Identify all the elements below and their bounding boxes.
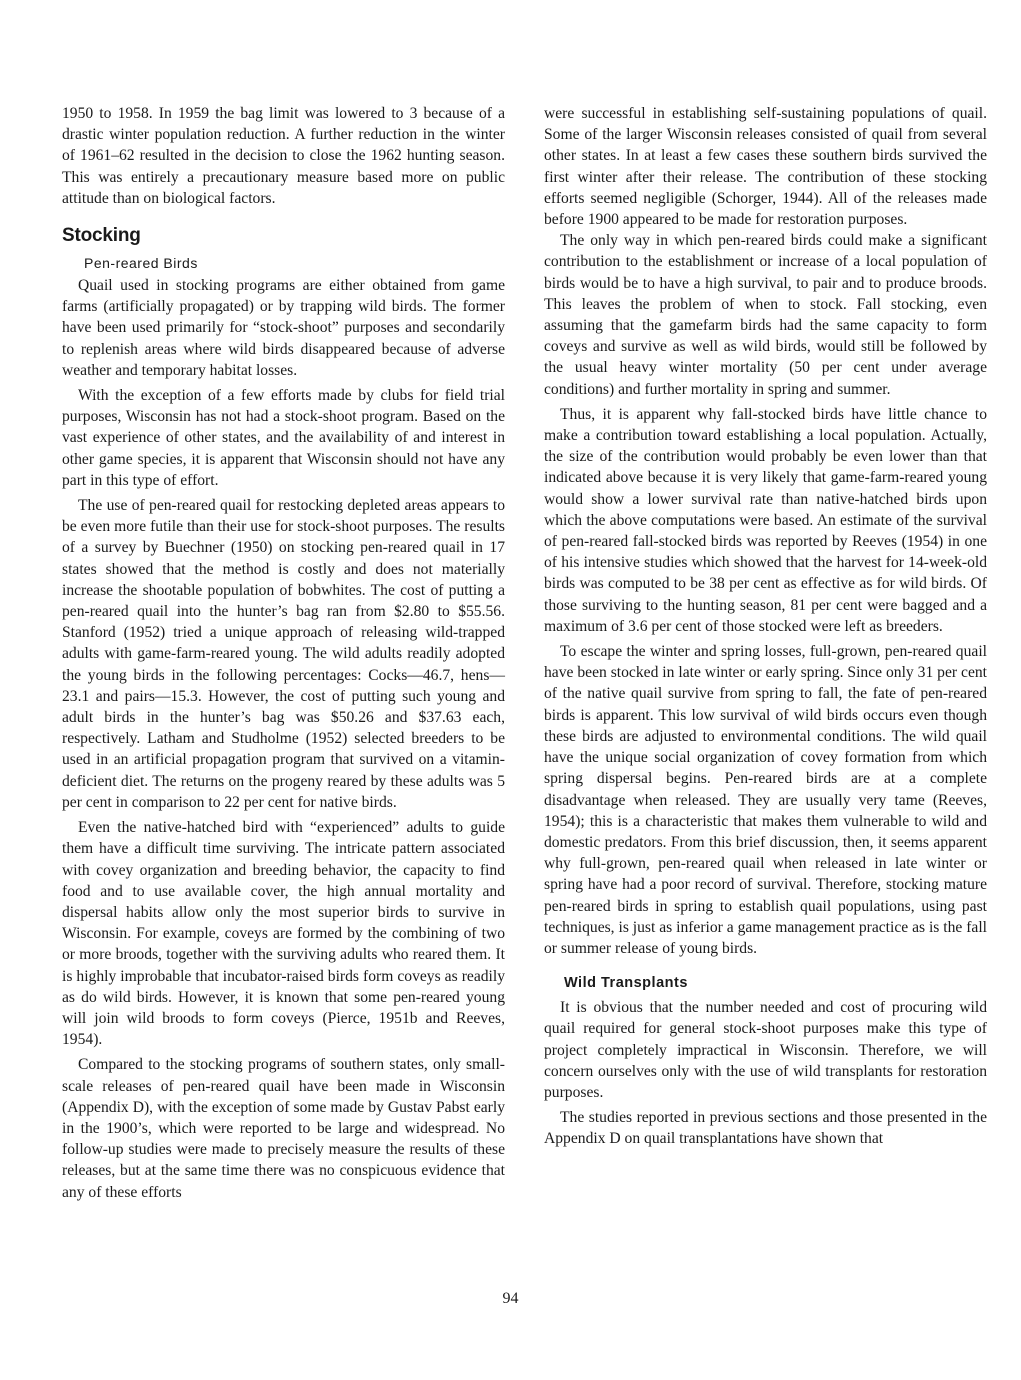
paragraph: With the exception of a few efforts made by clubs for field trial purposes, Wisconsin has not had a stock-shoot program. Based on the vast experience of other states, and the availability of and interest in other game species, it is apparent that Wisconsin should not have any part in this type of effort. bbox=[62, 387, 505, 489]
paragraph: Quail used in stocking programs are either obtained from game farms (artificially propagated) or by trapping wild birds. The former have been used primarily for “stock-shoot” purposes and secondarily to replenish areas where wild birds disappeared because of adverse weather and temporary habitat losses. bbox=[62, 277, 505, 379]
paragraph: Thus, it is apparent why fall-stocked birds have little chance to make a contribution toward establishing a local population. Actually, the size of the contribution would probably be even lower than that indicated above because it is very likely that game-farm-reared young would show a lower survival rate than native-hatched birds upon which the above computations were based. An estimate of the survival of pen-reared fall-stocked birds was reported by Reeves (1954) in one of his intensive studies which showed that the harvest for 14-week-old birds was computed to be 38 per cent as effective as for wild birds. Of those surviving to the hunting season, 81 per cent were bagged and a maximum of 3.6 per cent of those stocked were left as breeders. bbox=[544, 405, 987, 635]
paragraph: The studies reported in previous sections and those presented in the Appendix D on quail transplantations have shown that bbox=[544, 1109, 987, 1148]
subheading-pen-reared-birds: Pen-reared Birds bbox=[84, 255, 198, 272]
right-column bbox=[544, 103, 987, 1150]
page-number: 94 bbox=[502, 1290, 519, 1307]
left-column bbox=[62, 103, 505, 1203]
paragraph: It is obvious that the number needed and cost of procuring wild quail required for general stock-shoot purposes make this type of project completely impractical in Wisconsin. Therefore, we will concern ourselves only with the use of wild transplants for restoration purposes. bbox=[544, 999, 987, 1101]
paragraph: To escape the winter and spring losses, full-grown, pen-reared quail have been stocked in late winter or early spring. Since only 31 per cent of the native quail survive from spring to fall, the fate of pen-reared birds is apparent. This low survival of wild birds occurs even though these birds are adjusted to environmental conditions. The wild quail have the unique social organization of covey formation from which spring dispersal begins. Pen-reared birds are at a complete disadvantage when released. They are usually very tame (Reeves, 1954); this is a characteristic that makes them vulnerable to wild and domestic predators. From this brief discussion, then, it seems apparent why full-grown, pen-reared quail when released in late winter or spring have had a poor record of survival. Therefore, stocking mature pen-reared birds in spring to establish quail populations, using past techniques, is just as inferior a game management practice as is the fall or summer release of young birds. bbox=[544, 643, 987, 957]
paragraph: Compared to the stocking programs of southern states, only small-scale releases of pen-reared quail have been made in Wisconsin (Appendix D), with the exception of some made by Gustav Pabst early in the 1900’s, which were reported to be large and widespread. No follow-up studies were made to precisely measure the results of these releases, but at the same time there was no conspicuous evidence that any of these efforts bbox=[62, 1056, 505, 1201]
section-heading-stocking: Stocking bbox=[62, 225, 141, 247]
intro-paragraph: 1950 to 1958. In 1959 the bag limit was lowered to 3 because of a drastic winter population reduction. A further reduction in the winter of 1961–62 resulted in the decision to close the 1962 hunting season. This was entirely a precautionary measure based more on public attitude than on biological factors. bbox=[62, 105, 505, 207]
paragraph: The only way in which pen-reared birds could make a significant contribution to the establishment or increase of a local population of birds would be to have a high survival, to pair and to produce broods. This leaves the problem of when to stock. Fall stocking, even assuming that the gamefarm birds had the same capacity to form coveys and survive as well as wild birds, would still be followed by the usual heavy winter mortality (50 per cent under average conditions) and further mortality in spring and summer. bbox=[544, 232, 987, 398]
paragraph: were successful in establishing self-sustaining populations of quail. Some of the larger Wisconsin releases consisted of quail from several other states. In at least a few cases these southern birds survived the first winter after their release. The contribution of these stocking efforts seemed negligible (Schorger, 1944). All of the releases made before 1900 appeared to be made for restoration purposes. bbox=[544, 105, 987, 229]
paragraph: Even the native-hatched bird with “experienced” adults to guide them have a difficult time surviving. The intricate pattern associated with covey organization and breeding behavior, the capacity to find food and to use available cover, the high annual mortality and dispersal habits allow only the most superior birds to survive in Wisconsin. For example, coveys are formed by the combining of two or more broods, together with the surviving adults who reared them. It is highly improbable that incubator-raised birds form coveys as readily as do wild birds. However, it is known that some pen-reared young will join wild broods to form coveys (Pierce, 1951b and Reeves, 1954). bbox=[62, 819, 505, 1049]
paragraph: The use of pen-reared quail for restocking depleted areas appears to be even more futile than their use for stock-shoot purposes. The results of a survey by Buechner (1950) on stocking pen-reared quail in 17 states showed that the method is costly and does not materially increase the shootable population of bobwhites. The cost of putting a pen-reared quail into the hunter’s bag ran from $2.80 to $55.56. Stanford (1952) tried a unique approach of releasing wild-trapped adults with game-farm-reared young. The wild adults readily adopted the young birds in the following percentages: Cocks—46.7, hens—23.1 and pairs—15.3. However, the cost of putting such young and adult birds in the hunter’s bag was $50.26 and $37.63 each, respectively. Latham and Studholme (1952) selected breeders to be used in an artificial propagation program that survived on a vitamin-deficient diet. The returns on the progeny reared by these adults was 5 per cent in comparison to 22 per cent for native birds. bbox=[62, 497, 505, 811]
subheading-wild-transplants: Wild Transplants bbox=[564, 975, 688, 992]
